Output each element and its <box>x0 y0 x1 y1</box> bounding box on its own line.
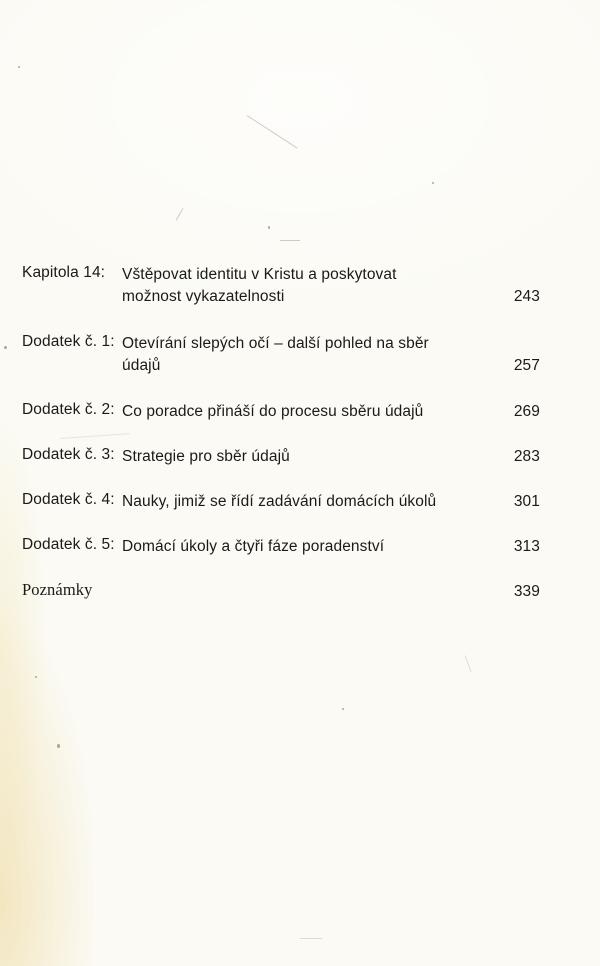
entry-page-number: 243 <box>513 288 540 305</box>
paper-speck <box>342 708 344 710</box>
paper-speck <box>18 66 20 68</box>
toc-entry-kapitola-14[interactable] <box>22 264 540 314</box>
entry-page-number: 339 <box>513 583 540 600</box>
entry-title <box>122 446 482 468</box>
entry-title-line: Co poradce přináší do procesu sběru údajů <box>122 403 424 420</box>
entry-title <box>122 491 482 513</box>
entry-title-line: Strategie pro sběr údajů <box>122 448 290 465</box>
entry-title-line: údajů <box>122 357 161 374</box>
entry-label: Poznámky <box>22 580 93 599</box>
entry-page-number: 283 <box>513 448 540 465</box>
entry-title <box>122 401 482 423</box>
entry-title-line: Otevírání slepých očí – další pohled na sběr <box>122 335 429 352</box>
paper-speck <box>35 676 37 678</box>
toc-entry-dodatek-4[interactable] <box>22 491 540 515</box>
paper-speck <box>57 744 60 748</box>
entry-title-line: Vštěpovat identitu v Kristu a poskytovat <box>122 266 397 283</box>
paper-speck <box>268 226 270 229</box>
entry-page-number: 269 <box>513 403 540 420</box>
entry-label: Dodatek č. 1: <box>22 333 115 350</box>
entry-page-number: 257 <box>513 357 540 374</box>
entry-label: Dodatek č. 5: <box>22 536 115 553</box>
entry-title <box>122 333 482 377</box>
entry-label: Dodatek č. 3: <box>22 446 115 463</box>
paper-speck <box>432 182 434 184</box>
entry-title <box>122 536 482 558</box>
entry-page-number: 301 <box>513 493 540 510</box>
paper-fiber <box>465 655 472 672</box>
entry-title-line: možnost vykazatelnosti <box>122 288 285 305</box>
paper-fiber <box>247 115 298 149</box>
toc-entry-poznamky[interactable] <box>22 580 540 604</box>
entry-label: Dodatek č. 4: <box>22 491 115 508</box>
paper-speck <box>4 346 7 349</box>
entry-title-line: Domácí úkoly a čtyři fáze poradenství <box>122 538 385 555</box>
toc-entry-dodatek-5[interactable] <box>22 536 540 560</box>
toc-entry-dodatek-3[interactable] <box>22 446 540 470</box>
paper-fiber <box>300 938 322 939</box>
paper-fiber <box>60 433 130 439</box>
entry-label: Dodatek č. 2: <box>22 401 115 418</box>
paper-fiber <box>280 240 300 241</box>
entry-label: Kapitola 14: <box>22 264 106 281</box>
entry-page-number: 313 <box>513 538 540 555</box>
toc-entry-dodatek-2[interactable] <box>22 401 540 425</box>
entry-title-line: Nauky, jimiž se řídí zadávání domácích úkolů <box>122 493 437 510</box>
entry-title <box>122 264 482 308</box>
paper-fiber <box>176 208 184 221</box>
toc-entry-dodatek-1[interactable] <box>22 333 540 383</box>
